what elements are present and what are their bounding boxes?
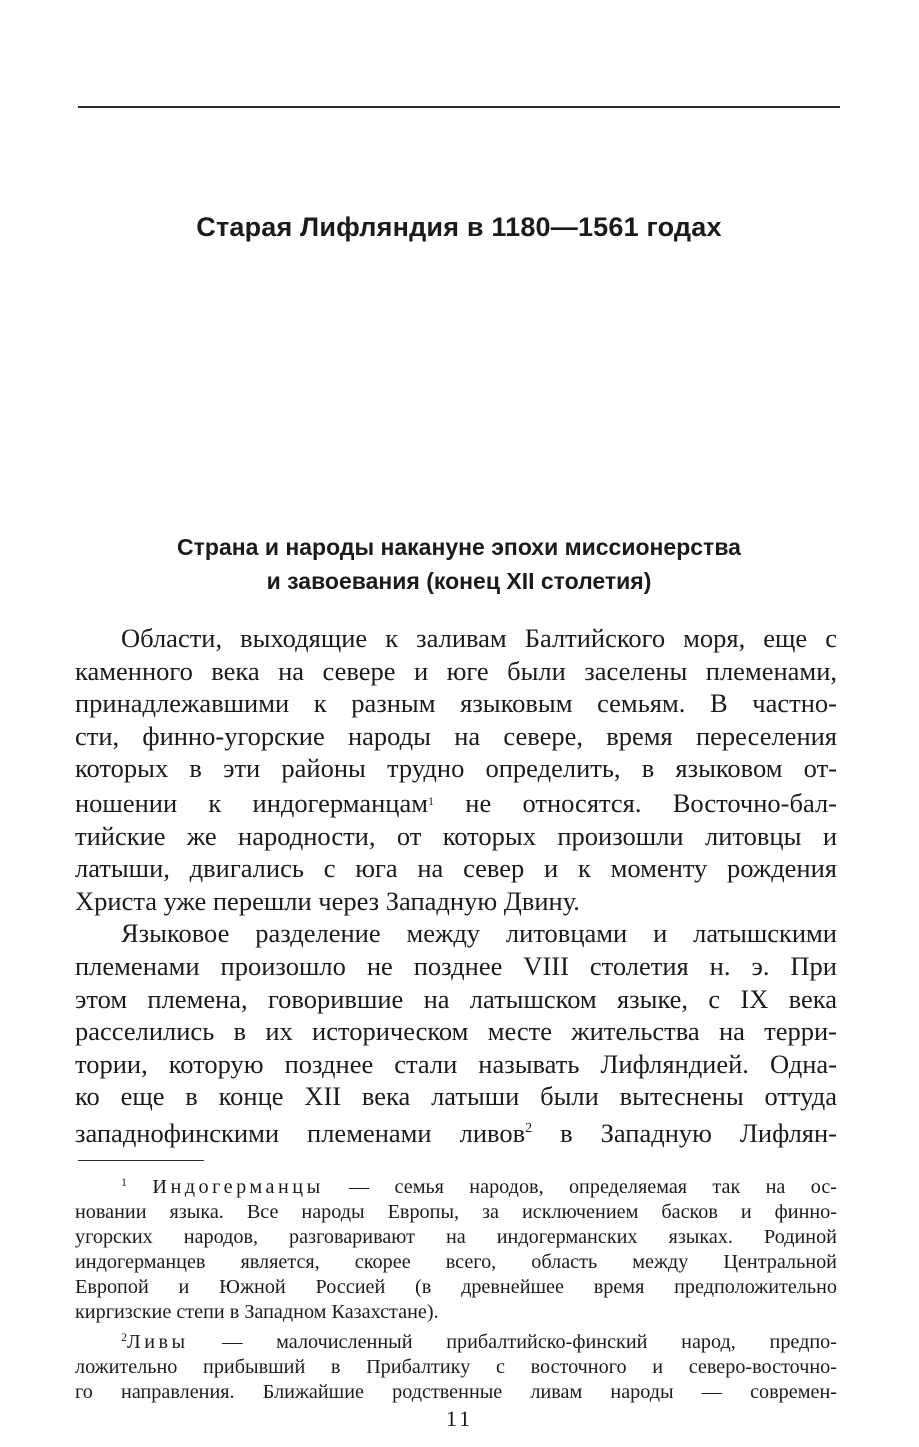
body-line: принадлежавшими к разным языковым семьям. В частно- [75, 688, 837, 719]
footnote-1-term: Индогерманцы [152, 1176, 324, 1198]
section-title-line-2: и завоевания (конец XII столетия) [266, 568, 652, 594]
body-line: сти, финно-угорские народы на севере, время переселения [75, 720, 837, 751]
body-line: тории, которую позднее стали называть Лифляндией. Одна- [75, 1048, 837, 1079]
section-title [78, 530, 840, 598]
footnote-ref-2[interactable]: 2 [525, 1120, 533, 1136]
page-number: 11 [445, 1406, 474, 1431]
body-line: тийские же народности, от которых произошли литовцы и [75, 820, 837, 851]
body-text [75, 622, 837, 1150]
footnote-2-term: Ливы [127, 1331, 189, 1353]
footnotes [75, 1170, 837, 1405]
chapter-title: Старая Лифляндия в 1180—1561 годах [196, 212, 722, 242]
footnote-2-line: го направления. Ближайшие родственные ливам народы — современ- [75, 1381, 837, 1403]
footnote-1-line: индогерманцев является, скорее всего, область между Центральной [75, 1251, 837, 1273]
footnote-rule [78, 1160, 204, 1161]
body-line: расселились в их историческом месте жительства на терри- [75, 1016, 837, 1047]
body-line: Языковое разделение между литовцами и латышскими [121, 918, 837, 949]
body-line: Области, выходящие к заливам Балтийского моря, еще с [121, 623, 837, 653]
footnote-1-line: новании языка. Все народы Европы, за исключением басков и финно- [75, 1201, 837, 1223]
footnote-1-line: киргизские степи в Западном Казахстане). [75, 1301, 439, 1323]
body-line: латыши, двигались с юга на север и к моменту рождения [75, 853, 837, 884]
body-line: которых в эти районы трудно определить, в языковом от- [75, 753, 837, 784]
body-line: западнофинскими племенами ливов$^2$ в Западную Лифлян- [75, 1117, 837, 1148]
section-title-line-1: Страна и народы накануне эпохи миссионерства [177, 534, 741, 560]
body-line: ношении к индогерманцам$^1$ не относятся. Восточно-бал- [75, 787, 837, 818]
footnote-1-line: $^1$ Индогерманцы — семья народов, определяемая так на ос- [121, 1175, 838, 1198]
header-rule [78, 106, 840, 108]
footnote-ref-1[interactable]: 1 [428, 793, 435, 808]
footnote-2-line: $^2$Ливы — малочисленный прибалтийско-финский народ, предпо- [121, 1330, 837, 1353]
body-line: каменного века на севере и юге были заселены племенами, [75, 655, 837, 686]
footnote-1-line: Европой и Южной Россией (в древнейшее время предположительно [75, 1276, 837, 1298]
footnote-1-line: угорских народов, разговаривают на индогерманских языках. Родиной [75, 1226, 837, 1248]
body-line: племенами произошло не позднее VIII столетия н. э. При [75, 950, 837, 981]
footnote-2-line: ложительно прибывший в Прибалтику с восточного и северо-восточно- [75, 1356, 837, 1378]
body-line: ко еще в конце XII века латыши были вытеснены оттуда [75, 1081, 837, 1112]
footnote-1-marker: 1 [121, 1175, 127, 1189]
footnote-2-marker: 2 [121, 1330, 127, 1344]
body-line: этом племена, говорившие на латышском языке, с IX века [75, 983, 837, 1014]
body-line: Христа уже перешли через Западную Двину. [75, 885, 580, 916]
